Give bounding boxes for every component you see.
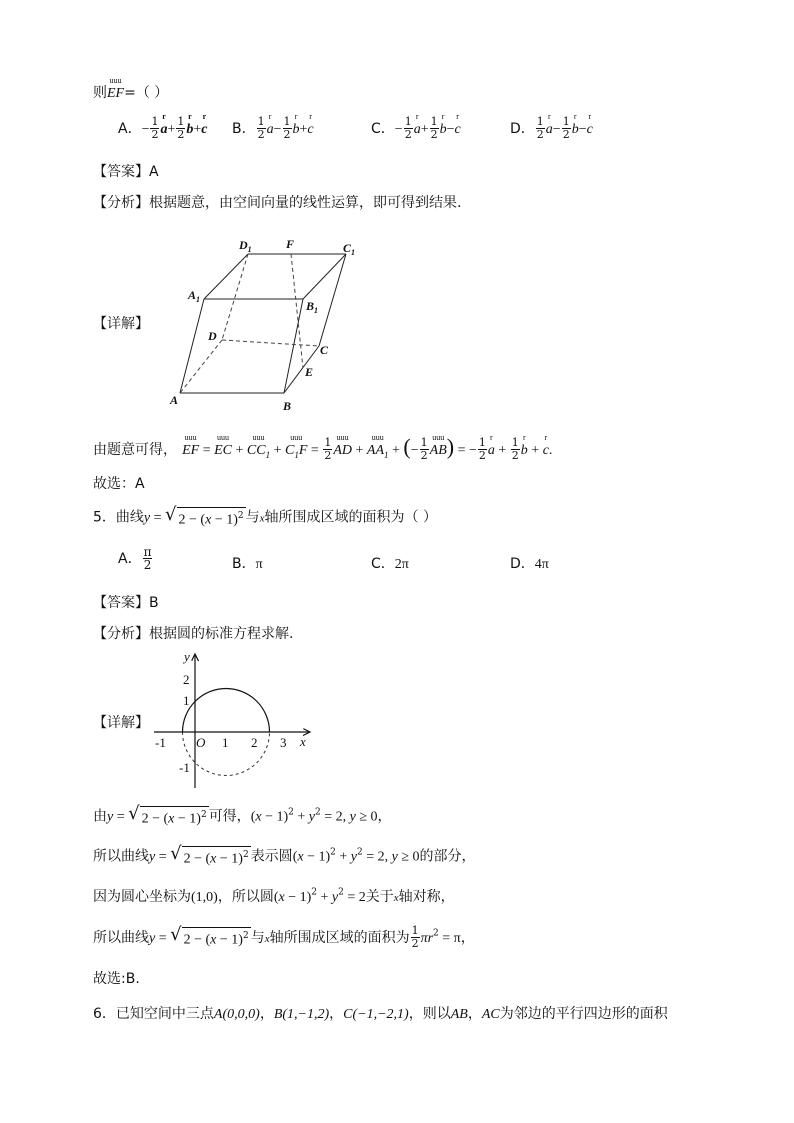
label-a: A <box>170 393 179 407</box>
q5-line3: 因为圆心坐标为(1,0)，所以圆$(x - 1)^2 + y^2 = 2$关于x轴对称， <box>93 887 455 905</box>
label-a1: $A_1$ <box>188 288 201 304</box>
parallelepiped-figure <box>160 232 360 414</box>
q5-answer: 【答案】B <box>93 595 159 611</box>
q5-analysis: 【分析】根据圆的标准方程求解. <box>93 626 294 642</box>
label-e: E <box>305 365 314 379</box>
q4-option-d: D． $\frac{1}{2}$ r a− $\frac{1}{2}$ r b− r c <box>510 112 593 141</box>
q4-choice: 故选：A <box>93 476 145 492</box>
svg-text:1: 1 <box>183 693 190 708</box>
q4-answer: 【答案】A <box>93 164 159 180</box>
label-c1: $C_1$ <box>343 241 356 257</box>
q5-detail-tag: 【详解】 <box>93 715 149 731</box>
svg-text:2: 2 <box>251 735 258 750</box>
svg-text:y: y <box>184 649 190 664</box>
q4-analysis: 【分析】根据题意，由空间向量的线性运算，即可得到结果. <box>93 195 462 211</box>
q5-choice: 故选:B. <box>93 971 140 987</box>
q6-stem: 6．已知空间中三点A(0,0,0)，B(1,−1,2)，C(−1,−2,1)，则以AB，AC为邻边的平行四边形的面积 <box>93 1006 668 1022</box>
svg-text:x: x <box>300 734 306 749</box>
label-d1: $D_1$ <box>239 238 252 254</box>
q5-option-a: A． $\frac{\pi}{2}$ <box>118 545 152 572</box>
svg-text:-1: -1 <box>179 760 190 775</box>
svg-text:3: 3 <box>280 735 287 750</box>
q4-detail-tag: 【详解】 <box>93 316 149 332</box>
label-c: C <box>320 343 329 357</box>
label-d: D <box>208 329 217 343</box>
q5-line4: 所以曲线y = √ $2 - (x - 1)^2$ 与x轴所围成区域的面积为 $\frac{1}{2}$ $\pi r^2 = \pi$， <box>93 924 475 950</box>
svg-text:O: O <box>196 735 206 750</box>
q5-option-b: B．π <box>232 556 263 572</box>
q4-option-c: C．− $\frac{1}{2}$ r a+ $\frac{1}{2}$ r b− r c <box>371 112 461 141</box>
label-f: F <box>286 237 295 251</box>
svg-text:2: 2 <box>183 672 190 687</box>
circle-graph <box>150 648 315 790</box>
q4-option-b: B． $\frac{1}{2}$ r a− $\frac{1}{2}$ r b+ r c <box>232 112 314 141</box>
q4-option-a: A．− $\frac{1}{2}$ r a+ $\frac{1}{2}$ r b+ r c <box>118 112 208 141</box>
q5-line2: 所以曲线y = √ $2 - (x - 1)^2$ 表示圆$(x - 1)^2 + y^2 = 2$, y ≥ 0的部分， <box>93 843 476 867</box>
q4-stem: 则 uuu EF=（ ） <box>93 76 169 101</box>
q5-option-c: C．2π <box>371 556 409 572</box>
label-b1: $B_1$ <box>306 299 319 315</box>
q5-line1: 由y = √ $2 - (x - 1)^2$ 可得，$(x - 1)^2 + y^2 = 2$, y ≥ 0， <box>93 803 392 827</box>
label-b: B <box>283 399 292 413</box>
svg-text:-1: -1 <box>155 735 166 750</box>
q5-option-d: D．4π <box>510 556 549 572</box>
q4-derivation: 由题意可得， uuu EF = uuu EC + uuu $CC_1$ + uuu $C_1F$ = $\frac{1}{2}$ uuu AD + uuu $AA_1$ + (− $\frac{1}{2}$ uuu AB) = − $\frac{1}{2}$ r a + $\frac{1}{2}$ r b + r c. <box>93 433 553 462</box>
svg-text:1: 1 <box>222 735 229 750</box>
q5-stem: 5．曲线y = √ $2 - (x - 1)^2$ 与x轴所围成区域的面积为（ ） <box>93 504 437 528</box>
